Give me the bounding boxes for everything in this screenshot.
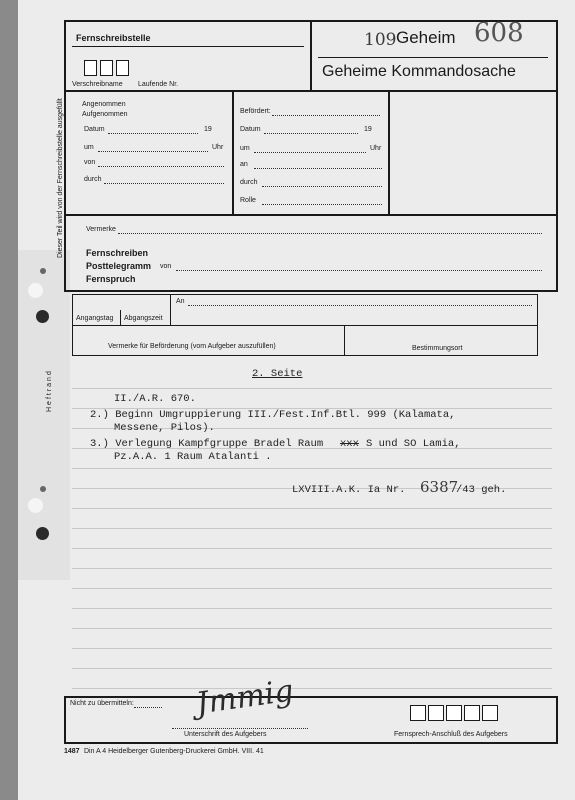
number-box[interactable] (100, 60, 113, 76)
receipt-title-1: Angenommen (82, 101, 126, 108)
body-item-2a: 2.) Beginn Umgruppierung III./Fest.Inf.Btl. 999 (Kalamata, (90, 409, 456, 421)
ruled-line (72, 508, 552, 509)
sender-name-label: Verschreibname (72, 81, 123, 88)
number-box[interactable] (116, 60, 129, 76)
signature: Jmmig (194, 673, 296, 722)
phone-box[interactable] (410, 705, 426, 721)
to-label: An (176, 298, 185, 305)
body-item-2b: Messene, Pilos). (114, 422, 215, 434)
divider (232, 90, 234, 214)
ruled-line (72, 628, 552, 629)
dispatch-roll-field[interactable] (262, 204, 382, 205)
type-from-field[interactable] (176, 270, 542, 271)
divider (64, 214, 558, 216)
not-transmit-label: Nicht zu übermitteln: (70, 700, 134, 707)
divider (310, 20, 312, 90)
reference-suffix: /43 geh. (456, 484, 507, 496)
receipt-from-label: von (84, 159, 96, 166)
print-note-number: 1487 (64, 748, 80, 755)
receipt-year: 19 (204, 126, 212, 133)
divider (344, 325, 345, 356)
incoming-time-label: Angangstag (76, 315, 114, 322)
station-label: Fernschreibstelle (76, 33, 151, 43)
body-item-3b: S und SO Lamia, (366, 438, 461, 450)
classification-label: Geheim (396, 28, 456, 47)
small-hole (40, 268, 46, 274)
divider (388, 90, 390, 214)
receipt-date-label: Datum (84, 126, 105, 133)
dispatch-date-label: Datum (240, 126, 261, 133)
side-note-vertical: Dieser Teil wird von der Fernschreibstelle ausgefüllt (57, 98, 64, 258)
receipt-from-field[interactable] (98, 166, 224, 167)
punch-hole (28, 498, 43, 513)
ruled-line (72, 548, 552, 549)
dispatch-to-label: an (240, 161, 248, 168)
heftrand-label: Heftrand (46, 369, 53, 412)
receipt-time-field[interactable] (98, 151, 208, 152)
ruled-line (72, 568, 552, 569)
dispatch-roll-label: Rolle (240, 197, 256, 204)
receipt-by-label: durch (84, 176, 102, 183)
receipt-date-field[interactable] (108, 133, 198, 134)
receipt-by-field[interactable] (104, 183, 224, 184)
reference-number: 6387 (420, 478, 459, 496)
notes-label: Vermerke (86, 226, 116, 233)
scan-edge (0, 0, 18, 800)
dispatch-time-unit: Uhr (370, 145, 382, 152)
ruled-line (72, 588, 552, 589)
body-item-3c: Pz.A.A. 1 Raum Atalanti . (114, 451, 272, 463)
reference-prefix: LXVIII.A.K. Ia Nr. (292, 484, 406, 496)
dispatch-by-label: durch (240, 179, 258, 186)
body-item-3a: 3.) Verlegung Kampfgruppe Bradel Raum (90, 438, 324, 450)
dispatch-time-field[interactable] (254, 152, 366, 153)
classification-full: Geheime Kommandosache (322, 63, 516, 80)
signature-label: Unterschrift des Aufgebers (184, 731, 267, 738)
dispatch-to-field[interactable] (254, 168, 382, 169)
ruled-line (72, 648, 552, 649)
punch-hole (36, 527, 49, 540)
receipt-time-label: um (84, 144, 94, 151)
ruled-line (72, 688, 552, 689)
print-note: Din A 4 Heidelberger Gutenberg-Druckerei GmbH. VIII. 41 (84, 748, 264, 755)
not-transmit-rule (134, 707, 162, 708)
to-field[interactable] (188, 305, 532, 306)
divider (170, 294, 171, 325)
page-heading: 2. Seite (252, 368, 303, 380)
receipt-title-2: Aufgenommen (82, 111, 128, 118)
serial-no-label: Laufende Nr. (138, 81, 179, 88)
ruled-line (72, 528, 552, 529)
handwritten-number-right: 608 (474, 18, 524, 48)
dispatch-title: Befördert: (240, 108, 271, 115)
ruled-line (72, 668, 552, 669)
divider (72, 46, 304, 47)
dispatch-date-field[interactable] (264, 133, 358, 134)
phone-box[interactable] (482, 705, 498, 721)
dispatch-time-label: um (240, 145, 250, 152)
receipt-time-unit: Uhr (212, 144, 224, 151)
phone-label: Fernsprech-Anschluß des Aufgebers (394, 731, 508, 738)
destination-label: Bestimmungsort (412, 345, 463, 352)
instructions-label: Vermerke für Beförderung (vom Aufgeber auszufüllen) (108, 343, 276, 350)
divider (64, 90, 558, 92)
outgoing-time-label: Abgangszeit (124, 315, 163, 322)
dispatch-title-rule (272, 115, 380, 116)
phone-box[interactable] (464, 705, 480, 721)
number-box[interactable] (84, 60, 97, 76)
dispatch-year: 19 (364, 126, 372, 133)
divider (72, 325, 538, 326)
ruled-line (72, 608, 552, 609)
handwritten-number-left: 109 (364, 30, 397, 50)
notes-field[interactable] (118, 233, 542, 234)
small-hole (40, 486, 46, 492)
punch-hole (28, 283, 43, 298)
phone-box[interactable] (428, 705, 444, 721)
divider (120, 310, 121, 325)
ruled-line (72, 468, 552, 469)
body-item-3-strike: xxx (340, 438, 359, 450)
body-line-1: II./A.R. 670. (114, 393, 196, 405)
punch-hole (36, 310, 49, 323)
signature-line[interactable] (172, 728, 308, 729)
type-fernschreiben: Fernschreiben (86, 248, 149, 258)
dispatch-by-field[interactable] (262, 186, 382, 187)
ruled-line (72, 388, 552, 389)
type-from-label: von (160, 263, 172, 270)
type-fernspruch: Fernspruch (86, 274, 136, 284)
phone-box[interactable] (446, 705, 462, 721)
divider (318, 57, 548, 58)
type-posttelegramm: Posttelegramm (86, 261, 152, 271)
